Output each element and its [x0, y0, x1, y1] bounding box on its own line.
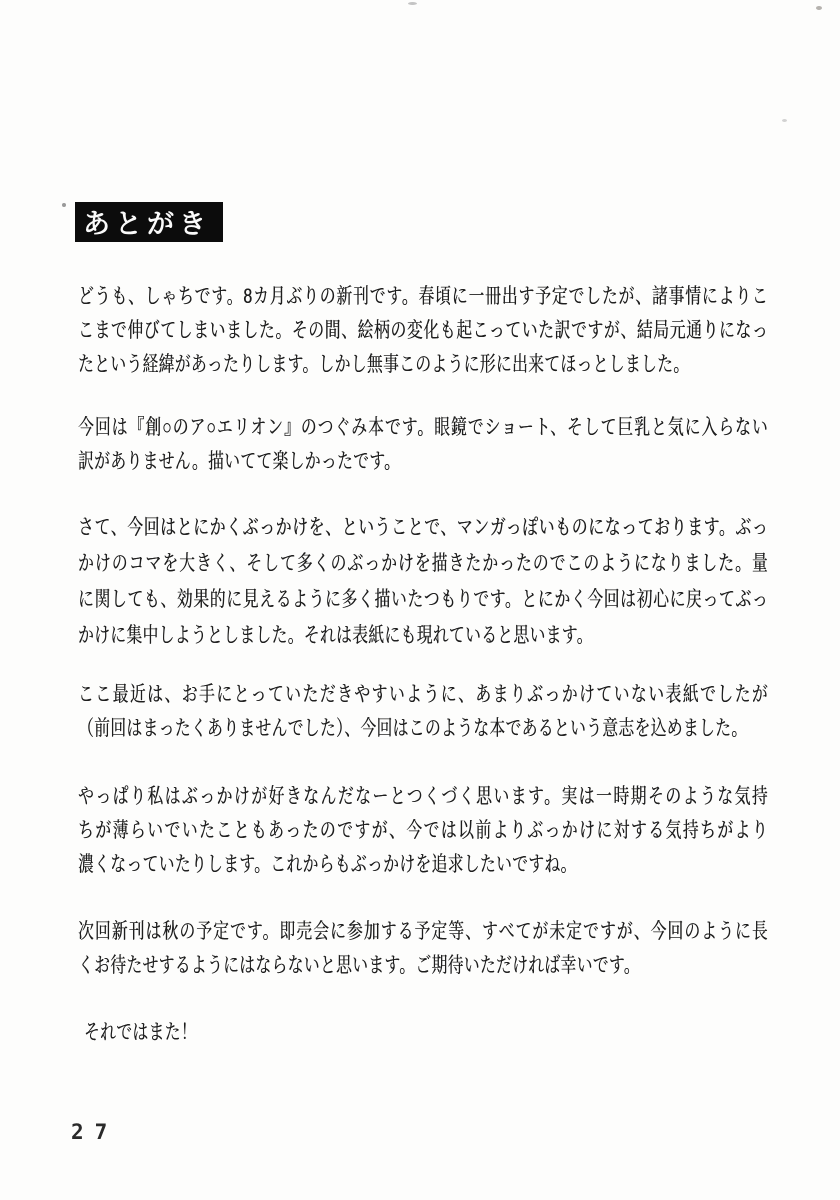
paragraph-theme: [78, 510, 768, 654]
text-line: 次回新刊は秋の予定です。即売会に参加する予定等、すべてが未定ですが、今回のように長: [78, 920, 768, 943]
text-line: それではまた！: [84, 1021, 197, 1044]
text-line: 今回は『創○のア○エリオン』のつぐみ本です。眼鏡でショート、そして巨乳と気に入らない: [78, 416, 768, 439]
scan-speck: [816, 6, 822, 10]
scan-speck: [62, 203, 66, 207]
text-line: かけのコマを大きく、そして多くのぶっかけを描きたかったのでこのようになりました。量: [78, 552, 768, 575]
text-line: （前回はまったくありませんでした）、今回はこのような本であるという意志を込めました。: [78, 717, 748, 740]
text-line: どうも、しゃちです。8カ月ぶりの新刊です。春頃に一冊出す予定でしたが、諸事情によりこ: [78, 285, 768, 308]
page-number: 27: [71, 1120, 119, 1144]
paragraph-feelings: [78, 780, 768, 882]
scan-speck: [408, 2, 417, 5]
text-line: かけに集中しようとしました。それは表紙にも現れていると思います。: [78, 624, 593, 647]
paragraph-book-subject: [78, 411, 768, 479]
text-line: 濃くなっていたりします。これからもぶっかけを追求したいですね。: [78, 853, 577, 876]
paragraph-intro: [78, 280, 768, 382]
paragraph-next-release: [78, 915, 768, 983]
text-line: 訳がありません。描いてて楽しかったです。: [78, 450, 401, 473]
text-line: こまで伸びてしまいました。その間、絵柄の変化も起こっていた訳ですが、結局元通りになっ: [78, 319, 768, 342]
text-line: たという経緯があったりします。しかし無事このように形に出来てほっとしました。: [78, 353, 690, 376]
text-line: に関しても、効果的に見えるように多く描いたつもりです。とにかく今回は初心に戻ってぶっ: [78, 588, 768, 611]
section-title-box: [75, 202, 223, 242]
text-line: さて、今回はとにかくぶっかけを、ということで、マンガっぽいものになっております。ぶっ: [78, 516, 768, 539]
text-line: やっぱり私はぶっかけが好きなんだなーとつくづく思います。実は一時期そのような気持: [78, 785, 768, 808]
text-line: ちが薄らいでいたこともあったのですが、今では以前よりぶっかけに対する気持ちがより: [78, 819, 768, 842]
closing-remark: [84, 1016, 774, 1050]
scan-speck: [782, 119, 787, 122]
section-title: あとがき: [83, 208, 211, 239]
text-line: くお待たせするようにはならないと思います。ご期待いただければ幸いです。: [78, 954, 640, 977]
paragraph-cover: [78, 678, 768, 746]
text-line: ここ最近は、お手にとっていただきやすいように、あまりぶっかけていない表紙でしたが: [78, 683, 768, 706]
